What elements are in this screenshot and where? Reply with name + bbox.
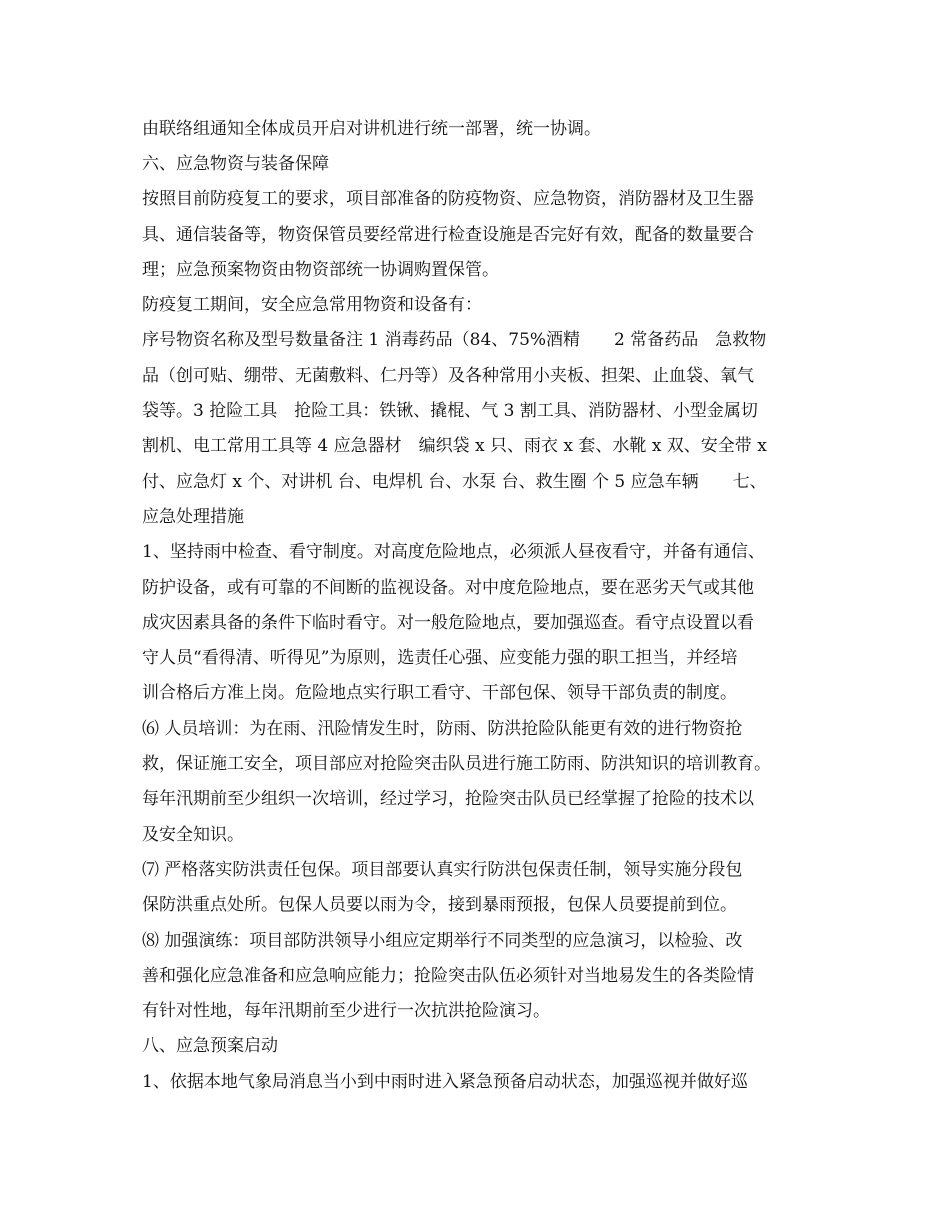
text-line: 1、依据本地气象局消息当小到中雨时进入紧急预备启动状态，加强巡视并做好巡 (142, 1072, 748, 1092)
text-line: 割机、电工常用工具等 4 应急器材 编织袋 x 只、雨衣 x 套、水靴 x 双、安全带 x (142, 436, 767, 456)
text-line: 具、通信装备等，物资保管员要经常进行检查设施是否完好有效，配备的数量要合 (142, 225, 754, 245)
text-line: 救，保证施工安全，项目部应对抢险突击队员进行施工防雨、防洪知识的培训教育。 (142, 754, 771, 774)
text-line: 每年汛期前至少组织一次培训，经过学习，抢险突击队员已经掌握了抢险的技术以 (142, 789, 754, 809)
text-line: 1、坚持雨中检查、看守制度。对高度危险地点，必须派人昼夜看守，并备有通信、 (142, 542, 765, 562)
text-line: 有针对性地，每年汛期前至少进行一次抗洪抢险演习。 (142, 1001, 550, 1021)
text-line: 序号物资名称及型号数量备注 1 消毒药品（84、75%酒精 2 常备药品 急救物 (142, 330, 767, 350)
text-line: 训合格后方准上岗。危险地点实行职工看守、干部包保、领导干部负责的制度。 (142, 683, 737, 703)
text-line: 及安全知识。 (142, 825, 244, 845)
text-line: 由联络组通知全体成员开启对讲机进行统一部署，统一协调。 (142, 119, 601, 139)
text-line: ⑺ 严格落实防洪责任包保。项目部要认真实行防洪包保责任制，领导实施分段包 (142, 860, 743, 880)
text-line: 防护设备，或有可靠的不间断的监视设备。对中度危险地点，要在恶劣天气或其他 (142, 578, 754, 598)
text-line: 理；应急预案物资由物资部统一协调购置保管。 (142, 260, 499, 280)
section-heading: 八、应急预案启动 (142, 1036, 278, 1056)
text-line: 品（创可贴、绷带、无菌敷料、仁丹等）及各种常用小夹板、担架、止血袋、氧气 (142, 366, 754, 386)
section-heading: 应急处理措施 (142, 507, 244, 527)
text-line: 按照目前防疫复工的要求，项目部准备的防疫物资、应急物资，消防器材及卫生器 (142, 189, 754, 209)
section-heading: 六、应急物资与装备保障 (142, 154, 329, 174)
text-line: 付、应急灯 x 个、对讲机 台、电焊机 台、水泵 台、救生圈 个 5 应急车辆 七、 (142, 472, 767, 492)
text-line: ⑻ 加强演练：项目部防洪领导小组应定期举行不同类型的应急演习，以检验、改 (142, 931, 743, 951)
text-line: 保防洪重点处所。包保人员要以雨为令，接到暴雨预报，包保人员要提前到位。 (142, 895, 737, 915)
text-line: ⑹ 人员培训：为在雨、汛险情发生时，防雨、防洪抢险队能更有效的进行物资抢 (142, 719, 743, 739)
text-line: 守人员“看得清、听得见”为原则，选责任心强、应变能力强的职工担当，并经培 (142, 648, 738, 668)
text-line: 善和强化应急准备和应急响应能力；抢险突击队伍必须针对当地易发生的各类险情 (142, 966, 754, 986)
text-line: 成灾因素具备的条件下临时看守。对一般危险地点，要加强巡查。看守点设置以看 (142, 613, 754, 633)
text-line: 防疫复工期间，安全应急常用物资和设备有： (142, 295, 482, 315)
text-line: 袋等。3 抢险工具 抢险工具：铁锹、撬棍、气 3 割工具、消防器材、小型金属切 (142, 401, 758, 421)
